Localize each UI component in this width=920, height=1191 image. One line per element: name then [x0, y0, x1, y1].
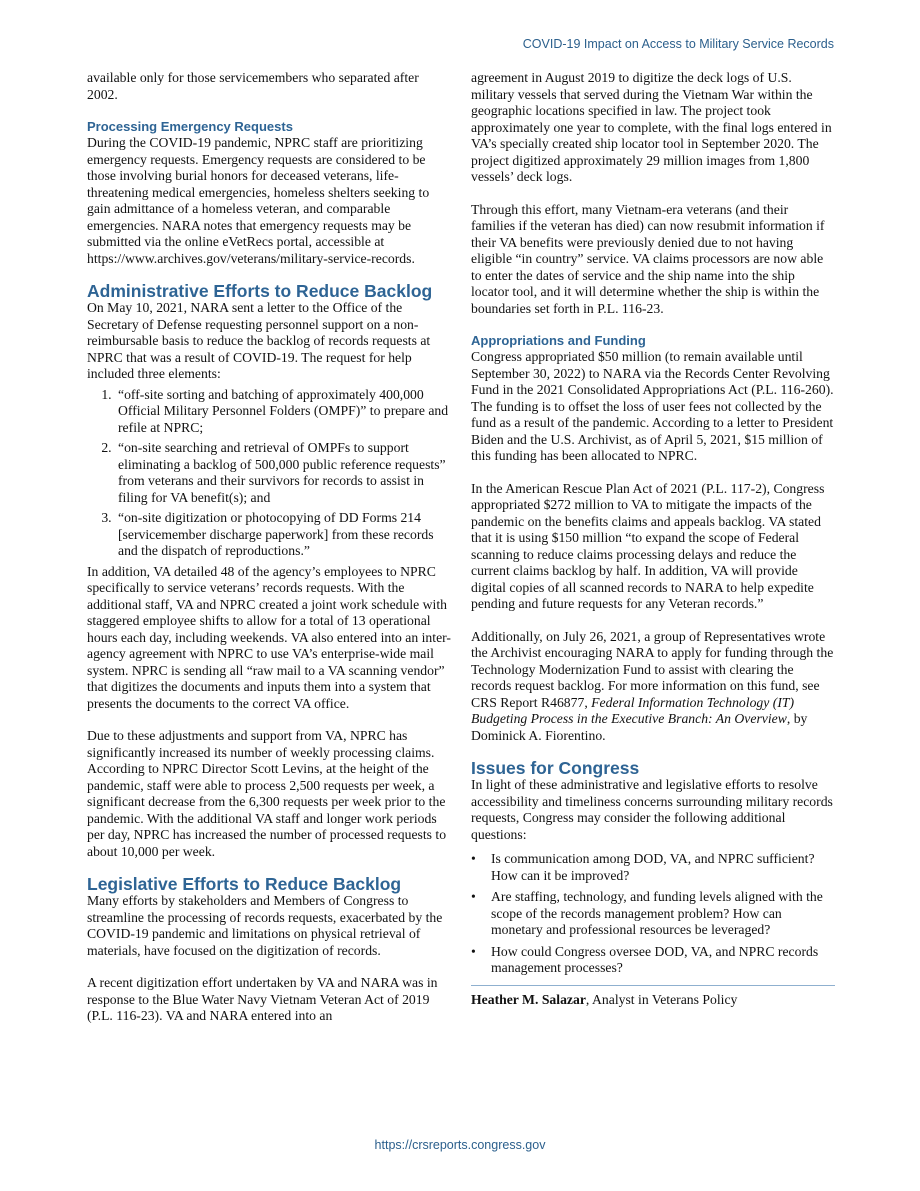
- issues-heading: Issues for Congress: [471, 758, 640, 778]
- emergency-heading: Processing Emergency Requests: [87, 119, 293, 134]
- footer-url[interactable]: https://crsreports.congress.gov: [374, 1138, 546, 1152]
- question-item: [471, 889, 835, 939]
- author-title: , Analyst in Veterans Policy: [585, 991, 738, 1007]
- admin-text: On May 10, 2021, NARA sent a letter to the Office of the Secretary of Defense requesting personnel support on a non-reimbursable basis to reduce the backlog of records requests at NPRC that was a result of COVID-19. The request for help included three elements:: [87, 300, 431, 381]
- request-item: 3. “on-site digitization or photocopying of DD Forms 214 [servicemember discharge paperwork] from these records and the dispatch of reproductions.”: [115, 510, 451, 560]
- tmf-text: [471, 629, 835, 745]
- request-item: 1. “off-site sorting and batching of approximately 400,000 Official Military Personnel Folders (OMPF)” to prepare and refile at NPRC;: [115, 387, 451, 437]
- appropriations-text: Congress appropriated $50 million (to remain available until September 30, 2022) to NARA via the Records Center Revolving Fund in the 2021 Consolidated Appropriations Act (P.L. 116-260). The funding is to offset the loss of user fees not collected by the fund as a result of the pandemic. According to a letter to President Biden and the U.S. Archivist, as of April 5, 2021, $15 million of this funding has been allocated to NPRC.: [471, 349, 834, 463]
- bullet-icon: •: [471, 851, 476, 866]
- question-text: Is communication among DOD, VA, and NPRC sufficient? How can it be improved?: [491, 851, 815, 883]
- request-list: [87, 387, 451, 560]
- legislative-heading: Legislative Efforts to Reduce Backlog: [87, 874, 402, 894]
- digitization-text: A recent digitization effort undertaken by VA and NARA was in response to the Blue Water Navy Vietnam Veteran Act of 2019 (P.L. 116-23). VA and NARA entered into an: [87, 975, 438, 1023]
- adjustments-text: Due to these adjustments and support from VA, NPRC has significantly increased its number of weekly processing claims. According to NPRC Director Scott Levins, at the height of the pandemic, staff were able to process 2,500 requests per week, a significant decrease from the 6,300 requests per week prior to the pandemic. With the additional VA staff and longer work periods per day, NPRC has increased the number of processed requests to about 10,000 per week.: [87, 728, 447, 859]
- tmf-text-after: , by Dominick A. Fiorentino.: [471, 711, 808, 743]
- bullet-icon: •: [471, 889, 476, 904]
- report-title: Federal Information Technology (IT) Budgeting Process in the Executive Branch: An Overview: [471, 694, 795, 726]
- right-column: [471, 70, 835, 1008]
- arp-text: In the American Rescue Plan Act of 2021 (P.L. 117-2), Congress appropriated $272 million to VA to mitigate the impacts of the pandemic on the benefits claims and appeals backlog. VA stated that it is using $150 million “to expand the scope of Federal scanning to reduce claims processing delays and reduce the current claims backlog by half. In addition, VA will provide digital copies of all scanned records to NARA to help expedite pending and future requests for any Veteran records.”: [471, 480, 825, 611]
- running-header: COVID-19 Impact on Access to Military Service Records: [522, 37, 834, 51]
- question-list: [471, 851, 835, 977]
- vietnam-text: Through this effort, many Vietnam-era veterans (and their families if the veteran has died) can now resubmit information if their VA benefits were previously denied due to not having eligible “in country” service. VA claims processors are now able to enter the dates of service and the ship name into the ship locator tool, and it will determine whether the ship is within the boundaries set forth in P.L. 116-23.: [471, 201, 825, 316]
- author-name: Heather M. Salazar: [471, 991, 586, 1007]
- question-text: Are staffing, technology, and funding levels aligned with the scope of the records management problem? How can monetary and professional resources be leveraged?: [491, 889, 823, 937]
- question-item: [471, 943, 835, 977]
- tmf-text-before: Additionally, on July 26, 2021, a group of Representatives wrote the Archivist encouraging NARA to apply for funding through the Technology Modernization Fund to assist with clearing the records request backlog. For more information on this fund, see CRS Report R46877,: [471, 628, 834, 710]
- appropriations-heading: Appropriations and Funding: [471, 333, 646, 348]
- issues-text: In light of these administrative and legislative efforts to resolve accessibility and timeliness concerns surrounding military records requests, Congress may consider the following additional questions:: [471, 777, 833, 842]
- digitization-continuation: agreement in August 2019 to digitize the deck logs of U.S. military vessels that served during the Vietnam War within the geographic locations specified in law. The project took approximately one year to complete, with the final logs entered in VA’s specially created ship locator tool in September 2020. The project digitized approximately 29 million images from 1,800 vessels’ deck logs.: [471, 70, 832, 184]
- left-column: [87, 70, 451, 1041]
- question-text: How could Congress oversee DOD, VA, and NPRC records management processes?: [491, 943, 819, 975]
- va-staff-text: In addition, VA detailed 48 of the agency’s employees to NPRC specifically to service veterans’ records requests. With the additional staff, VA and NPRC created a joint work schedule with staggered employee shifts to allow for a total of 13 operational hours each day, including weekends. VA also entered into an inter-agency agreement with NPRC to use VA’s enterprise-wide mail system. NPRC is sending all “raw mail to a VA scanning vendor” that digitizes the documents and inputs them into a system that presents the documents to the correct VA office.: [87, 563, 451, 711]
- author-line: [471, 992, 835, 1009]
- legislative-text: Many efforts by stakeholders and Members of Congress to streamline the processing of records requests, exacerbated by the COVID-19 pandemic and limitations on physical retrieval of materials, have focused on the digitization of records.: [87, 893, 443, 958]
- intro-continuation: available only for those servicemembers who separated after 2002.: [87, 70, 419, 102]
- question-item: [471, 851, 835, 884]
- emergency-text: During the COVID-19 pandemic, NPRC staff are prioritizing emergency requests. Emergency requests are considered to be those involving burial honors for deceased veterans, life-threatening medical emergencies, homeless shelters seeking to gain admittance of a homeless veteran, and comparable emergencies. NARA notes that emergency requests may be submitted via the online eVetRecs portal, accessible at https://www.archives.gov/veterans/military-service-records.: [87, 135, 430, 266]
- bullet-icon: •: [471, 943, 476, 959]
- author-divider: [471, 985, 835, 986]
- admin-heading: Administrative Efforts to Reduce Backlog: [87, 281, 433, 301]
- request-item: 2. “on-site searching and retrieval of OMPFs to support eliminating a backlog of 500,000 public reference requests” from veterans and their survivors for records to assist in filing for VA benefit(s); and: [115, 440, 451, 506]
